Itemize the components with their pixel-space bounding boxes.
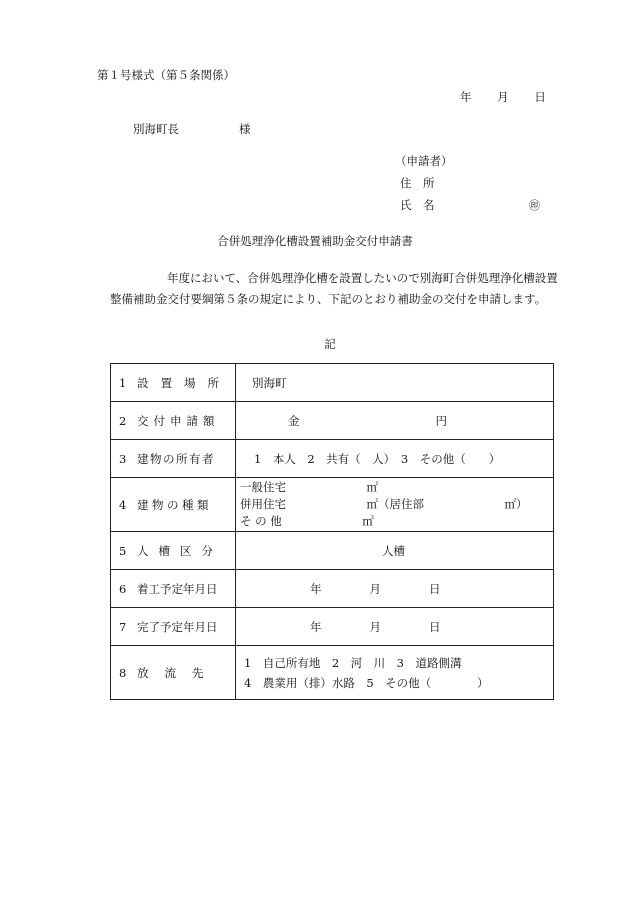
row-label [111,532,236,570]
date-month-label: 月 [497,90,509,104]
discharge-line-2: 4 農業用（排）水路 5 その他（ ） [244,675,489,690]
row-label [111,570,236,608]
row-label [111,608,236,646]
row-label-text: 交付申請額 [137,413,220,428]
table-row-owner [111,440,554,478]
application-form-table [110,363,554,700]
table-row-location [111,364,554,402]
building-type-line-3: そ の 他 ㎡ [240,514,374,528]
start-month-label: 月 [369,581,381,596]
table-row-building-type [111,478,554,532]
row-number: 4 [119,497,127,512]
applicant-label: （申請者） [395,154,453,168]
row-label-text: 建物の所有者 [137,451,215,466]
body-text-line-2: 整備補助金交付要綱第５条の規定により、下記のとおり補助金の交付を申請します。 [110,292,547,306]
applicant-address-label: 住 所 [400,176,435,190]
row-label [111,646,236,700]
ki-heading: 記 [324,337,336,351]
date-year-label: 年 [460,90,472,104]
amount-field[interactable] [236,402,554,440]
discharge-field[interactable] [236,646,554,700]
addressee [133,121,251,137]
seal-icon: ㊞ [529,199,540,212]
applicant-name-label: 氏 名 [400,198,435,212]
completion-month-label: 月 [369,619,381,634]
discharge-line-1: 1 自己所有地 2 河 川 3 道路側溝 [244,655,462,670]
completion-date-field[interactable] [236,608,554,646]
row-number: 1 [119,375,127,390]
row-label [111,402,236,440]
form-number: 第１号様式（第５条関係） [97,68,235,82]
submission-date [460,89,546,105]
owner-options: 1 本人 2 共有（ 人） 3 その他（ ） [254,451,501,466]
start-year-label: 年 [310,581,322,596]
row-label-text: 設置場所 [137,375,231,390]
date-day-label: 日 [534,90,546,104]
table-row-capacity [111,532,554,570]
row-label [111,440,236,478]
building-type-line-1: 一般住宅 ㎡ [240,480,378,494]
table-row-start-date [111,570,554,608]
row-label-text: 放流先 [137,665,220,680]
row-number: 2 [119,413,127,428]
row-number: 5 [119,543,127,558]
capacity-unit: 人槽 [382,543,405,558]
location-field[interactable] [236,364,554,402]
addressee-name: 別海町長 [133,122,179,136]
row-label-text: 建物の種類 [137,497,212,512]
row-number: 6 [119,581,127,596]
location-value: 別海町 [252,375,287,390]
row-number: 8 [119,665,127,680]
completion-year-label: 年 [310,619,322,634]
owner-field[interactable] [236,440,554,478]
building-type-line-2: 併用住宅 ㎡（居住部 ㎡） [240,497,528,511]
capacity-field[interactable] [236,532,554,570]
row-label [111,364,236,402]
document-title: 合併処理浄化槽設置補助金交付申請書 [217,234,413,248]
table-row-discharge [111,646,554,700]
completion-day-label: 日 [429,619,441,634]
amount-suffix: 円 [435,413,447,428]
start-day-label: 日 [429,581,441,596]
row-label-text: 人槽区分 [137,543,223,558]
table-row-completion-date [111,608,554,646]
row-number: 3 [119,451,127,466]
table-row-amount [111,402,554,440]
start-date-field[interactable] [236,570,554,608]
addressee-suffix: 様 [239,122,251,136]
row-label [111,478,236,532]
row-label-text: 完了予定年月日 [137,619,218,634]
amount-prefix: 金 [288,413,300,428]
row-label-text: 着工予定年月日 [137,581,218,596]
row-number: 7 [119,619,127,634]
building-type-field[interactable] [236,478,554,532]
body-text-line-1: 年度において、合併処理浄化槽を設置したいので別海町合併処理浄化槽設置 [167,271,558,285]
